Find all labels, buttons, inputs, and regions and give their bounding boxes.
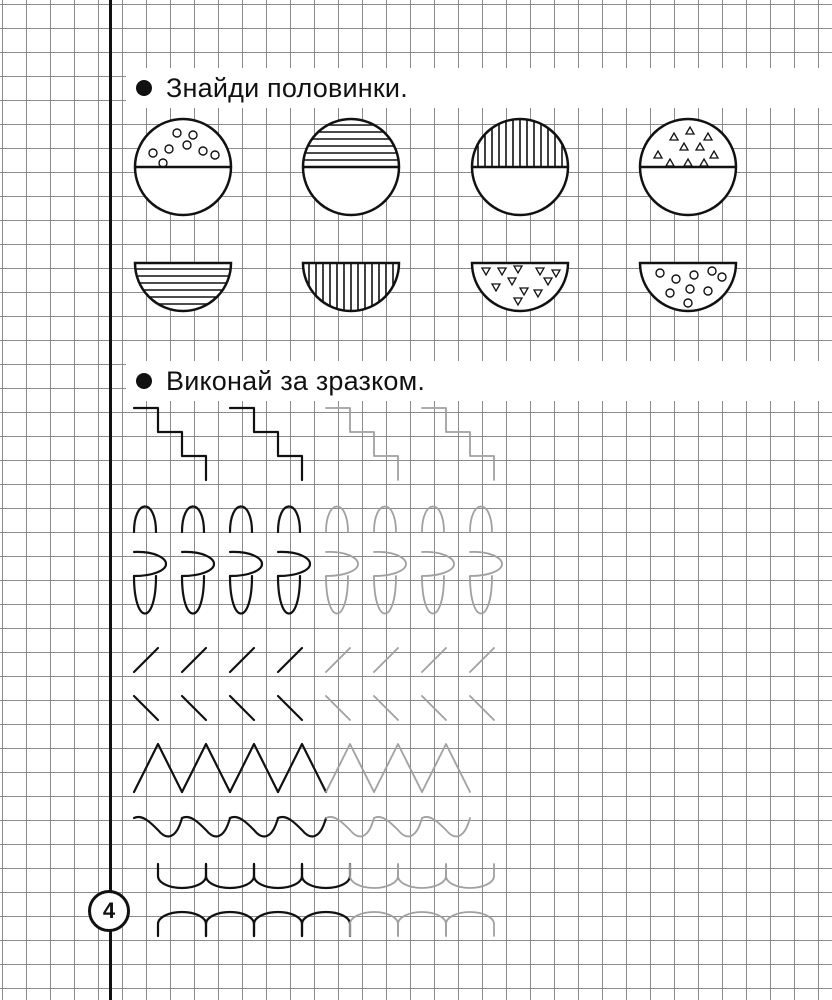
open-oval-icon [134,576,156,614]
half-oval-icon [230,552,262,576]
open-oval-row [134,576,492,614]
slash-down-icon [326,696,350,720]
wave-icon [230,817,278,836]
zigzag-icon [278,744,326,792]
slash-up-icon [422,648,446,672]
slash-down-icon [374,696,398,720]
cup-arches-icon [398,864,446,888]
slash-down-icon [134,696,158,720]
slash-up-icon [182,648,206,672]
tall-oval-icon [230,507,252,533]
staircase-icon [230,408,302,480]
dome-arches-icon [350,912,398,936]
cup-arches-row [158,864,494,888]
dome-arches-icon [206,912,254,936]
tall-oval-icon [182,507,204,533]
tall-oval-icon [326,507,348,533]
wave-row [134,817,470,836]
cup-arches-icon [206,864,254,888]
wave-icon [278,817,326,836]
cup-arches-icon [302,864,350,888]
tall-oval-icon [374,507,396,533]
slash-up-icon [374,648,398,672]
open-oval-icon [230,576,252,614]
zigzag-icon [422,744,470,792]
open-oval-icon [278,576,300,614]
slash-down-icon [422,696,446,720]
tall-oval-row [134,507,492,533]
wave-icon [326,817,374,836]
tall-oval-icon [278,507,300,533]
tall-oval-icon [134,507,156,533]
open-oval-icon [374,576,396,614]
half-oval-icon [134,552,166,576]
tall-oval-icon [470,507,492,533]
dome-arches-icon [446,912,494,936]
slash-up-icon [470,648,494,672]
open-oval-icon [182,576,204,614]
tall-oval-icon [422,507,444,533]
zigzag-icon [134,744,182,792]
half-oval-icon [422,552,454,576]
cup-arches-icon [158,864,206,888]
dome-arches-icon [158,912,206,936]
zigzag-icon [374,744,422,792]
cup-arches-icon [254,864,302,888]
page-number: 4 [88,890,130,932]
slash-down-icon [230,696,254,720]
slash-down-icon [278,696,302,720]
open-oval-icon [470,576,492,614]
half-oval-icon [470,552,502,576]
dome-arches-icon [398,912,446,936]
slash-down-row [134,696,494,720]
zigzag-icon [182,744,230,792]
dome-arches-row [158,912,494,936]
cup-arches-icon [446,864,494,888]
zigzag-row [134,744,470,792]
half-oval-row [134,552,502,576]
open-oval-icon [422,576,444,614]
staircase-row [134,408,494,480]
half-oval-icon [326,552,358,576]
zigzag-icon [230,744,278,792]
wave-icon [182,817,230,836]
slash-down-icon [470,696,494,720]
slash-down-icon [182,696,206,720]
staircase-icon [422,408,494,480]
staircase-icon [326,408,398,480]
half-oval-icon [182,552,214,576]
wave-icon [422,817,470,836]
open-oval-icon [326,576,348,614]
slash-up-icon [326,648,350,672]
task1-title: Знайди половинки. [166,72,408,103]
task2-title: Виконай за зразком. [166,365,426,396]
slash-up-icon [230,648,254,672]
half-oval-icon [278,552,310,576]
half-oval-icon [374,552,406,576]
dome-arches-icon [302,912,350,936]
zigzag-icon [326,744,374,792]
cup-arches-icon [350,864,398,888]
slash-up-icon [278,648,302,672]
slash-up-icon [134,648,158,672]
staircase-icon [134,408,206,480]
wave-icon [374,817,422,836]
slash-up-row [134,648,494,672]
wave-icon [134,817,182,836]
dome-arches-icon [254,912,302,936]
